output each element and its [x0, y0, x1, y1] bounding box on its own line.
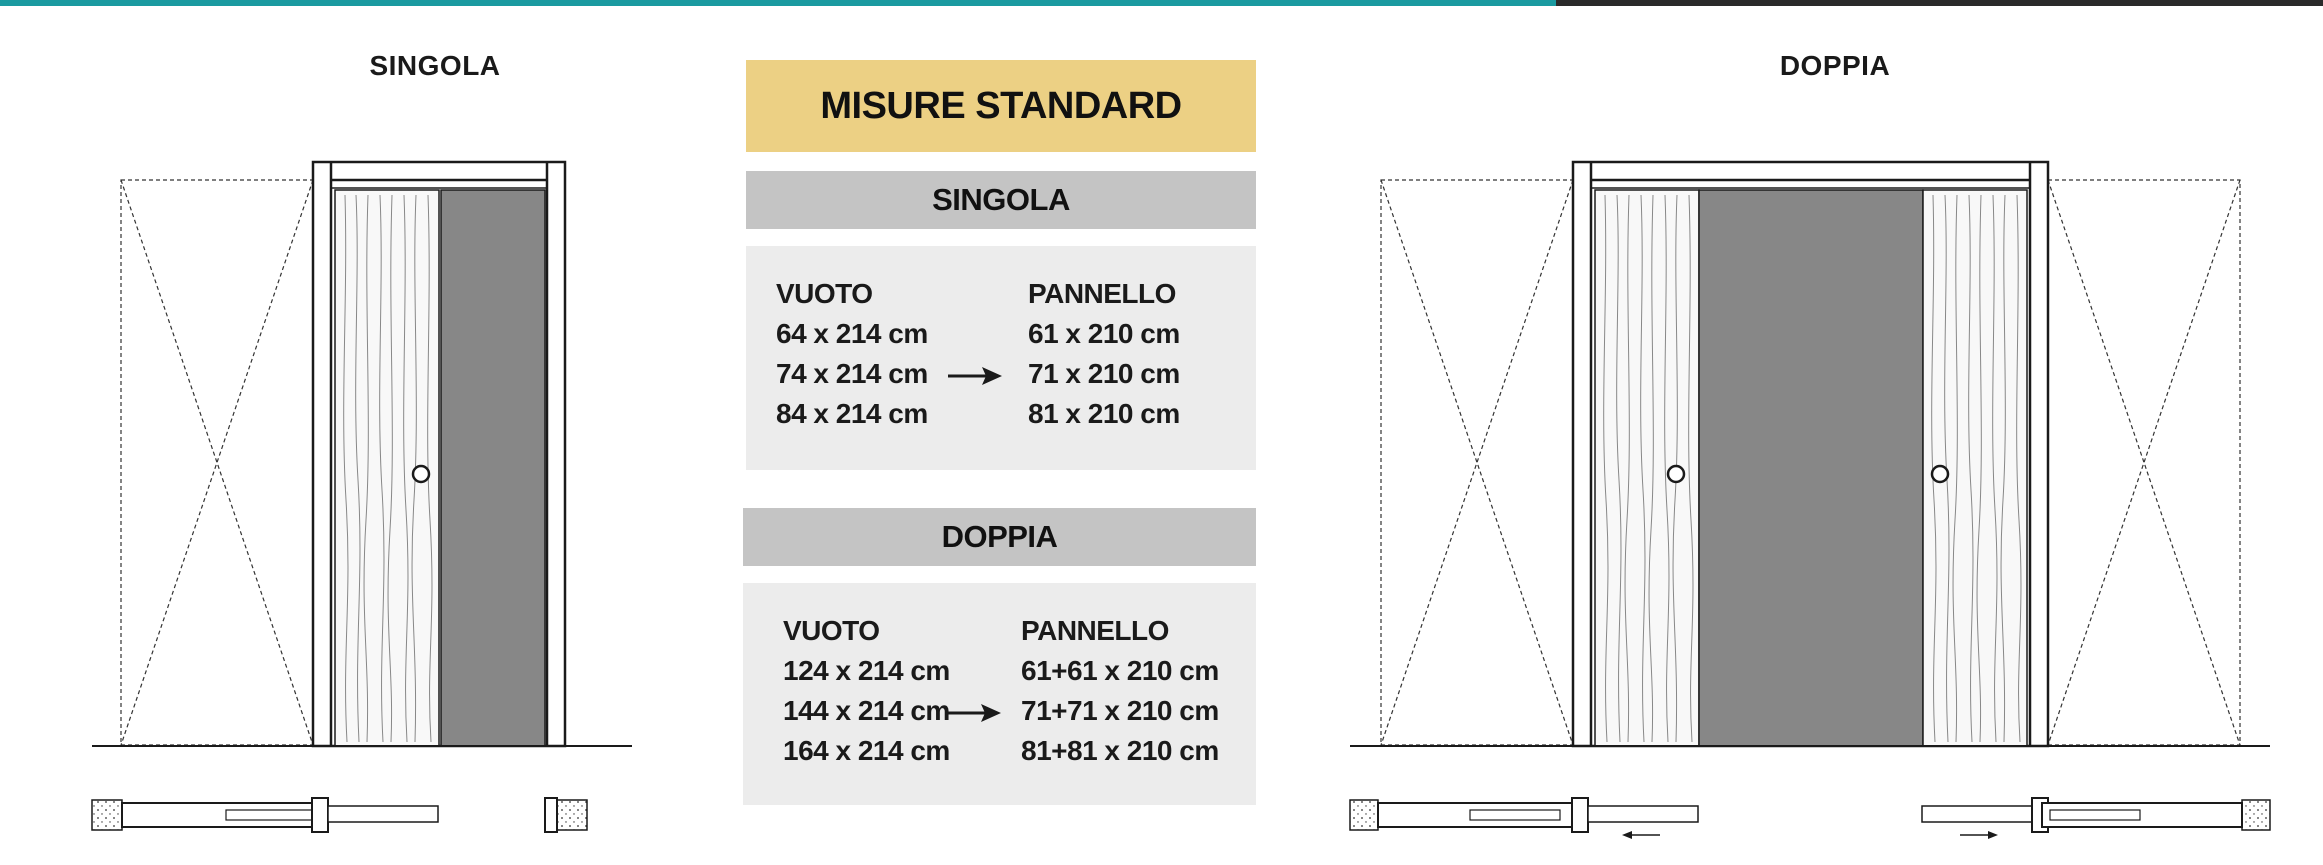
singola-vuoto-header: VUOTO	[776, 278, 873, 309]
singola-elevation	[92, 162, 632, 746]
singola-pannello-row: 81 x 210 cm	[1028, 398, 1180, 429]
singola-vuoto-row: 64 x 214 cm	[776, 318, 928, 349]
singola-vuoto-column	[776, 274, 928, 434]
singola-plan	[92, 798, 587, 832]
doppia-arrow-icon	[945, 701, 1005, 725]
doppia-vuoto-column	[783, 611, 950, 771]
misure-standard-header: MISURE STANDARD	[746, 60, 1256, 152]
doppia-pannello-column	[1021, 611, 1219, 771]
singola-title: SINGOLA	[369, 50, 501, 81]
doppia-pannello-row: 71+71 x 210 cm	[1021, 695, 1219, 726]
doppia-vuoto-row: 164 x 214 cm	[783, 735, 950, 766]
doppia-vuoto-row: 144 x 214 cm	[783, 695, 950, 726]
doppia-measures-table	[743, 583, 1256, 805]
doppia-pannello-row: 61+61 x 210 cm	[1021, 655, 1219, 686]
singola-handle	[413, 466, 429, 482]
doppia-pannello-header: PANNELLO	[1021, 615, 1169, 646]
singola-arrow-icon	[946, 364, 1006, 388]
doppia-elevation	[1350, 162, 2270, 746]
singola-pannello-column	[1028, 274, 1180, 434]
doppia-plan	[1350, 798, 2270, 839]
singola-section-header: SINGOLA	[746, 171, 1256, 229]
singola-vuoto-row: 74 x 214 cm	[776, 358, 928, 389]
singola-pannello-row: 61 x 210 cm	[1028, 318, 1180, 349]
singola-measures-table	[746, 246, 1256, 470]
doppia-pocket-panel	[1699, 190, 1923, 746]
doppia-left-door	[1595, 190, 1699, 746]
doppia-title: DOPPIA	[1779, 50, 1891, 81]
singola-pannello-header: PANNELLO	[1028, 278, 1176, 309]
doppia-pannello-row: 81+81 x 210 cm	[1021, 735, 1219, 766]
singola-vuoto-row: 84 x 214 cm	[776, 398, 928, 429]
doppia-section-header: DOPPIA	[743, 508, 1256, 566]
doppia-vuoto-row: 124 x 214 cm	[783, 655, 950, 686]
singola-pannello-row: 71 x 210 cm	[1028, 358, 1180, 389]
doppia-right-handle	[1932, 466, 1948, 482]
doppia-vuoto-header: VUOTO	[783, 615, 880, 646]
doppia-left-handle	[1668, 466, 1684, 482]
singola-pocket-panel	[441, 190, 545, 746]
